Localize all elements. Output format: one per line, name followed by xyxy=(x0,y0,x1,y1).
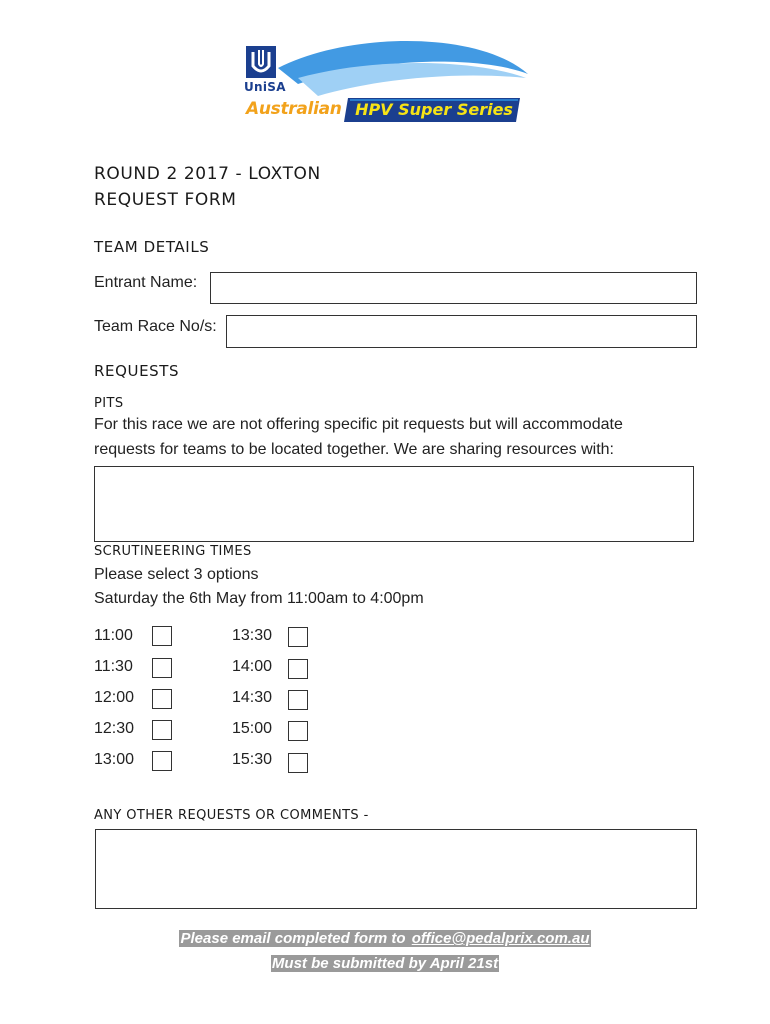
scrutineering-date: Saturday the 6th May from 11:00am to 4:00pm xyxy=(94,590,424,607)
time-checkbox-1300[interactable] xyxy=(152,751,172,771)
pits-sharing-field[interactable] xyxy=(94,466,694,542)
scrutineering-heading: SCRUTINEERING TIMES xyxy=(94,544,252,559)
scrutineering-instruction: Please select 3 options xyxy=(94,566,259,583)
pits-description-line1: For this race we are not offering specific pit requests but will accommodate xyxy=(94,416,623,433)
footer-email-prefix: Please email completed form to xyxy=(180,930,410,947)
time-label: 14:00 xyxy=(232,658,273,675)
footer-deadline-line xyxy=(0,955,770,972)
entrant-name-field[interactable] xyxy=(210,272,697,304)
time-checkbox-1330[interactable] xyxy=(288,627,308,647)
time-label: 11:30 xyxy=(94,658,133,675)
time-label: 12:30 xyxy=(94,720,135,737)
pits-heading: PITS xyxy=(94,396,124,411)
entrant-name-label: Entrant Name: xyxy=(94,274,198,291)
time-checkbox-1530[interactable] xyxy=(288,753,308,773)
other-requests-heading: ANY OTHER REQUESTS OR COMMENTS - xyxy=(94,808,369,823)
time-checkbox-1130[interactable] xyxy=(152,658,172,678)
time-label: 13:00 xyxy=(94,751,135,768)
logo-australian-text: Australian xyxy=(246,99,342,119)
logo-series-text: HPV Super Series xyxy=(355,100,513,119)
footer-deadline-text: Must be submitted by April 21st xyxy=(271,955,499,972)
page-title-line1: ROUND 2 2017 - LOXTON xyxy=(94,164,321,184)
time-label: 15:00 xyxy=(232,720,273,737)
time-label: 11:00 xyxy=(94,627,133,644)
time-checkbox-1200[interactable] xyxy=(152,689,172,709)
footer-email-link[interactable]: office@pedalprix.com.au xyxy=(411,930,590,947)
requests-heading: REQUESTS xyxy=(94,362,180,380)
logo-unisa-text: UniSA xyxy=(244,80,286,94)
time-label: 12:00 xyxy=(94,689,135,706)
time-label: 14:30 xyxy=(232,689,273,706)
time-checkbox-1500[interactable] xyxy=(288,721,308,741)
page-title-line2: REQUEST FORM xyxy=(94,190,237,210)
other-requests-field[interactable] xyxy=(95,829,697,909)
time-checkbox-1430[interactable] xyxy=(288,690,308,710)
time-checkbox-1400[interactable] xyxy=(288,659,308,679)
time-label: 15:30 xyxy=(232,751,273,768)
footer-email-line xyxy=(0,930,770,947)
pits-description-line2: requests for teams to be located together. We are sharing resources with: xyxy=(94,441,614,458)
time-checkbox-1230[interactable] xyxy=(152,720,172,740)
team-race-label: Team Race No/s: xyxy=(94,318,217,335)
team-details-heading: TEAM DETAILS xyxy=(94,238,210,256)
time-checkbox-1100[interactable] xyxy=(152,626,172,646)
time-label: 13:30 xyxy=(232,627,273,644)
team-race-field[interactable] xyxy=(226,315,697,348)
